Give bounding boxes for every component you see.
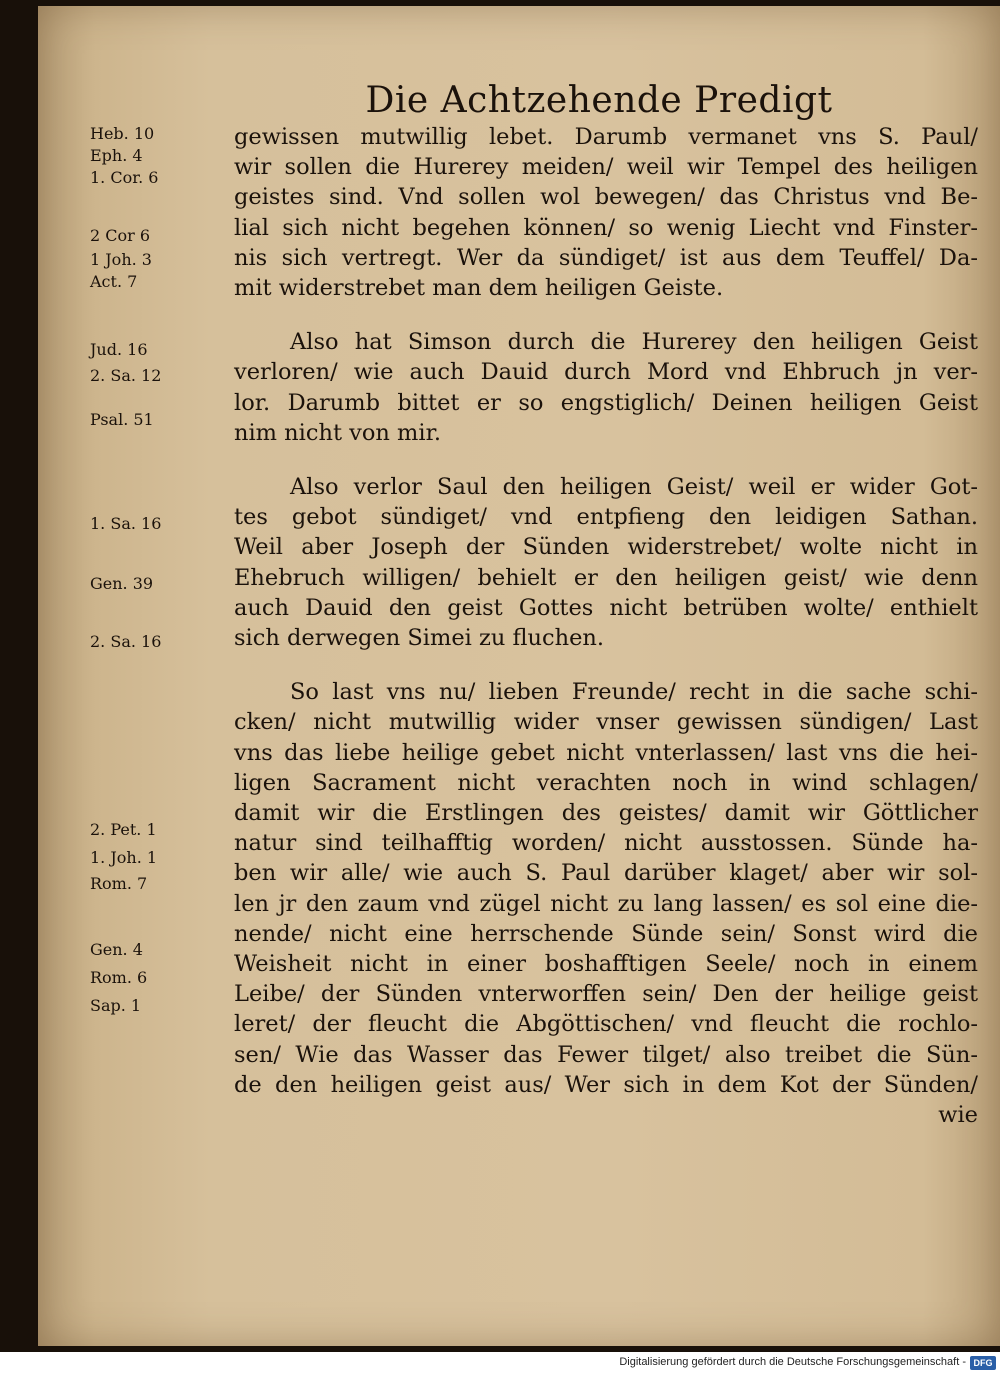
margin-note: 2. Sa. 16 [90, 632, 162, 651]
margin-note: Gen. 4 [90, 940, 143, 959]
margin-note: Act. 7 [90, 272, 138, 291]
footer-bar [0, 1352, 1000, 1374]
text-line: natur sind teilhafftig worden/ nicht ausstossen. Sünde ha- [234, 830, 978, 857]
margin-note: 1 Joh. 3 [90, 250, 152, 269]
margin-note: Psal. 51 [90, 410, 154, 429]
paragraph [234, 677, 978, 1130]
text-line: damit wir die Erstlingen des geistes/ damit wir Göttlicher [234, 800, 978, 827]
catchword: wie [938, 1102, 978, 1129]
dfg-logo: DFG [970, 1356, 996, 1370]
text-line: Weisheit nicht in einer boshafftigen Seele/ noch in einem [234, 951, 978, 978]
text-line: Weil aber Joseph der Sünden widerstrebet/ wolte nicht in [234, 534, 978, 561]
text-line: vns das liebe heilige gebet nicht vnterlassen/ last vns die hei- [234, 739, 978, 766]
margin-note: 2 Cor 6 [90, 226, 151, 245]
text-line: nim nicht von mir. [234, 419, 442, 446]
margin-note: 1. Cor. 6 [90, 168, 159, 187]
text-line: geistes sind. Vnd sollen wol bewegen/ das Christus vnd Be- [234, 184, 978, 211]
text-line: auch Dauid den geist Gottes nicht betrüben wolte/ enthielt [234, 594, 978, 621]
margin-note: Rom. 6 [90, 968, 148, 987]
text-line: wir sollen die Hurerey meiden/ weil wir Tempel des heiligen [234, 154, 978, 181]
margin-note: 2. Sa. 12 [90, 366, 162, 385]
margin-note: 2. Pet. 1 [90, 820, 157, 839]
text-line: len jr den zaum vnd zügel nicht zu lang lassen/ es sol eine die- [234, 890, 978, 917]
margin-note: Jud. 16 [90, 340, 148, 359]
text-line: Also hat Simson durch die Hurerey den heiligen Geist [290, 329, 978, 356]
margin-note: Heb. 10 [90, 124, 155, 143]
margin-note: 1. Joh. 1 [90, 848, 158, 867]
margin-note: Eph. 4 [90, 146, 143, 165]
body-text [234, 122, 978, 1130]
margin-note: Gen. 39 [90, 574, 154, 593]
funding-credit: Digitalisierung gefördert durch die Deutsche Forschungsgemeinschaft - [619, 1356, 966, 1368]
text-line: verloren/ wie auch Dauid durch Mord vnd Ehbruch jn ver- [234, 359, 978, 386]
margin-note: Sap. 1 [90, 996, 142, 1015]
text-line: gewissen mutwillig lebet. Darumb vermanet vns S. Paul/ [234, 124, 978, 150]
paragraph [234, 122, 978, 303]
margin-note: Rom. 7 [90, 874, 148, 893]
text-line: lor. Darumb bittet er so engstiglich/ Deinen heiligen Geist [234, 389, 978, 416]
text-line: ligen Sacrament nicht verachten noch in wind schlagen/ [234, 769, 978, 796]
text-line: Also verlor Saul den heiligen Geist/ weil er wider Got- [290, 474, 978, 501]
text-line: sen/ Wie das Wasser das Fewer tilget/ also treibet die Sün- [234, 1041, 978, 1068]
paragraph [234, 327, 978, 448]
paragraph [234, 472, 978, 653]
book-page [38, 6, 1000, 1346]
text-line: cken/ nicht mutwillig wider vnser gewissen sündigen/ Last [234, 709, 978, 736]
text-line: leret/ der fleucht die Abgöttischen/ vnd fleucht die rochlo- [234, 1011, 978, 1038]
text-line: So last vns nu/ lieben Freunde/ recht in die sache schi- [290, 679, 978, 706]
text-line: sich derwegen Simei zu fluchen. [234, 625, 605, 652]
page-title: Die Achtzehende Predigt [365, 80, 833, 121]
text-line: nende/ nicht eine herrschende Sünde sein/ Sonst wird die [234, 920, 978, 947]
text-line: de den heiligen geist aus/ Wer sich in dem Kot der Sünden/ [234, 1071, 978, 1098]
text-line: ben wir alle/ wie auch S. Paul darüber klaget/ aber wir sol- [234, 860, 978, 887]
margin-note: 1. Sa. 16 [90, 514, 162, 533]
text-line: nis sich vertregt. Wer da sündiget/ ist aus dem Teuffel/ Da- [234, 244, 978, 271]
text-line: lial sich nicht begehen können/ so wenig Liecht vnd Finster- [234, 214, 978, 241]
text-line: tes gebot sündiget/ vnd entpfieng den leidigen Sathan. [234, 504, 978, 531]
text-line: Ehebruch willigen/ behielt er den heiligen geist/ wie denn [234, 564, 978, 591]
text-line: mit widerstrebet man dem heiligen Geiste. [234, 275, 724, 302]
text-line: Leibe/ der Sünden vnterworffen sein/ Den der heilige geist [234, 981, 978, 1008]
